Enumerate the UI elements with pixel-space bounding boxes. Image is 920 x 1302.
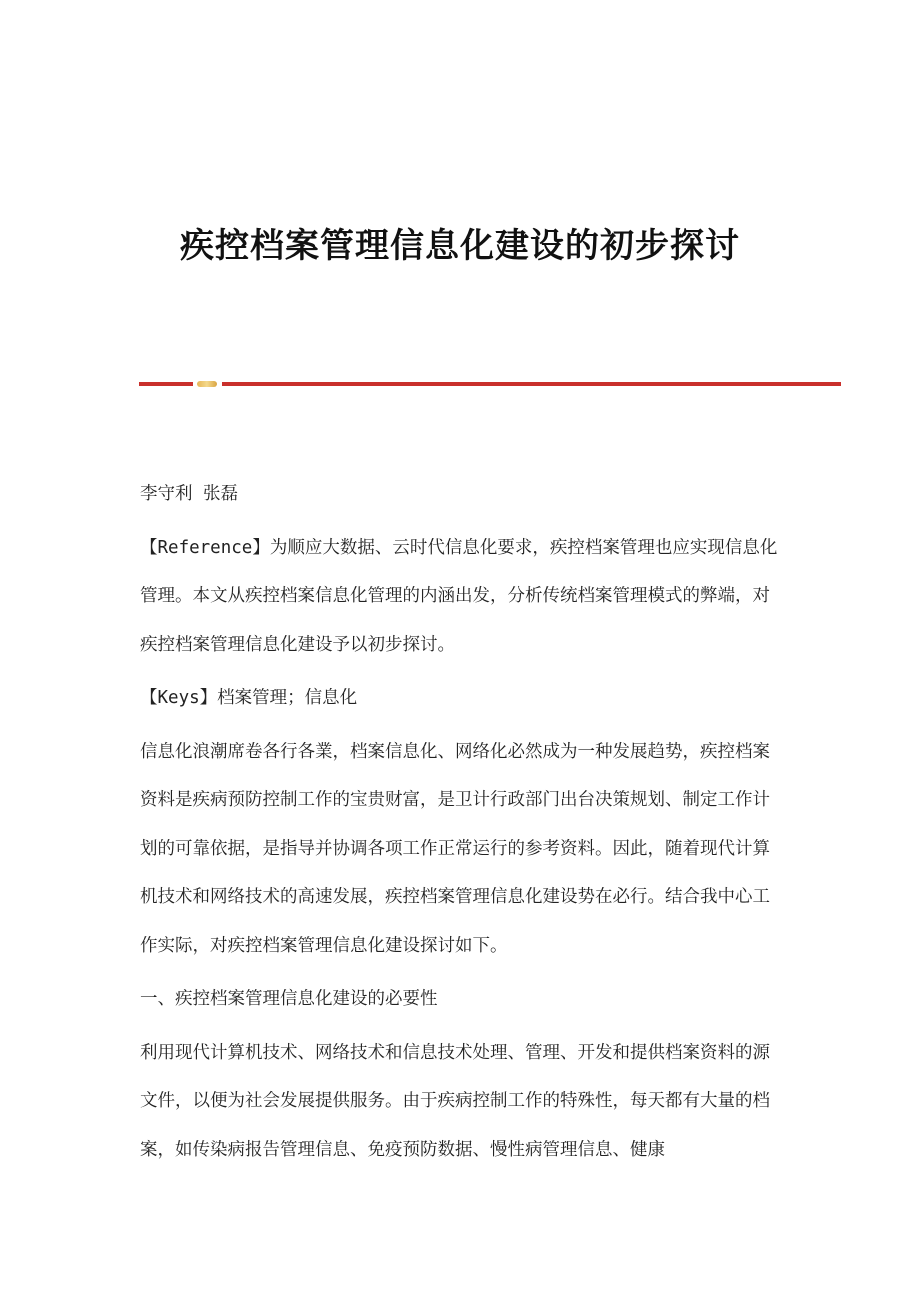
keywords-text: 档案管理；信息化	[217, 688, 358, 708]
section-heading: 一、疾控档案管理信息化建设的必要性	[140, 989, 438, 1009]
keywords-label: 【Keys】	[140, 688, 218, 708]
page-title: 疾控档案管理信息化建设的初步探讨	[180, 226, 740, 266]
document-body	[140, 470, 782, 1179]
keywords	[140, 674, 782, 723]
authors: 李守利 张磊	[140, 484, 239, 504]
divider-bar-right	[222, 382, 841, 386]
paragraph-section1: 利用现代计算机技术、网络技术和信息技术处理、管理、开发和提供档案资料的源文件，以便为社会发展提供服务。由于疾病控制工作的特殊性，每天都有大量的档案，如传染病报告管理信息、免疫预防数据、慢性病管理信息、健康	[140, 1042, 770, 1160]
divider-ornament-icon	[197, 381, 217, 387]
paragraph-intro: 信息化浪潮席卷各行各業，档案信息化、网络化必然成为一种发展趋势，疾控档案资料是疾病预防控制工作的宝贵财富，是卫计行政部门出台决策规划、制定工作计划的可靠依据，是指导并协调各项工作正常运行的参考资料。因此，随着现代计算机技术和网络技术的高速发展，疾控档案管理信息化建设势在必行。结合我中心工作实际，对疾控档案管理信息化建设探讨如下。	[140, 741, 770, 956]
abstract	[140, 524, 782, 670]
abstract-label: 【Reference】	[140, 537, 270, 558]
title-divider	[139, 381, 841, 387]
divider-bar-left	[139, 382, 193, 386]
abstract-text: 为顺应大数据、云时代信息化要求，疾控档案管理也应实现信息化管理。本文从疾控档案信息化管理的内涵出发，分析传统档案管理模式的弊端，对疾控档案管理信息化建设予以初步探讨。	[140, 537, 778, 655]
